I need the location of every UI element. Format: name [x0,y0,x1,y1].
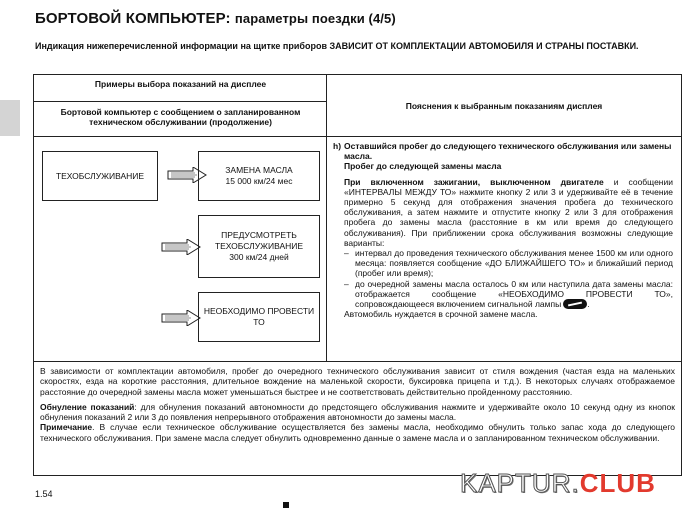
arrow-icon [161,310,201,326]
title-sub: параметры поездки (4/5) [234,11,396,26]
bullet-item: – интервал до проведения технического обслуживания менее 1500 км или одного месяца: появляется сообщение «ДО БЛИЖАЙШЕГО ТО» и ближайший период (пробег или время); [344,248,673,279]
explanation-closing: Автомобиль нуждается в срочной замене масла. [344,309,538,320]
reset-label: Обнуление показаний [40,401,135,412]
display-need-service [198,292,320,342]
explanation-subheading: Пробег до следующей замены масла [344,161,502,172]
left-header-subtitle: Бортовой компьютер с сообщением о запланированном техническом обслуживании (продолжение) [60,107,301,127]
main-table [33,74,682,476]
item-letter: h) [333,141,342,151]
wrench-warning-lamp-icon [563,299,587,309]
explanation-panel [327,137,681,362]
side-tab-marker [0,100,20,136]
explanation-para [333,177,673,248]
para-rest: и сообщении «ИНТЕРВАЛЫ МЕЖДУ ТО» нажмите кнопку 2 или 3 и удерживайте её в течение примерно 5 секунд для отображения значения пробега до технического обслуживания, а затем нажмите и отпустите кнопку 2 или 3 для отображения пробега до замены масла (расстояние в км или время до следующего обслуживания). При приближении срока обслуживания возможны следующие варианты: [344,176,673,248]
display-oil-change [198,151,320,201]
watermark-part-2: CLUB [579,468,656,498]
explanation-heading [333,141,673,161]
display-warn-value: 300 км/24 дней [229,252,289,262]
display-service [42,151,158,201]
title-main: БОРТОВОЙ КОМПЬЮТЕР: [35,10,231,27]
display-examples [34,137,327,362]
note-label: Примечание [40,422,93,433]
watermark [460,468,656,499]
bullet-item: – до очередной замены масла осталось 0 км или наступила дата замены масла: отображается сообщение «НЕОБХОДИМО ПРОВЕСТИ ТО», сопровождающееся включением сигнальной лампы . [344,278,673,310]
bullet-2-text: до очередной замены масла осталось 0 км или наступила дата замены масла: отображается сообщение «НЕОБХОДИМО ПРОВЕСТИ ТО», сопровождающееся включением сигнальной лампы [355,278,673,310]
reset-para [40,402,675,423]
display-warn-service [198,215,320,278]
notes-section [34,362,681,475]
note-para [40,422,675,443]
page-number: 1.54 [35,489,53,499]
watermark-part-1: KAPTUR. [460,468,580,498]
arrow-icon [161,239,201,255]
reset-text: : для обнуления показаний автономности до предстоящего обслуживания нажмите и удерживайте около 10 секунд одну из кнопок обнуления показаний 2 или 3 до появления непрерывного отображения автономности до замены масла. [40,401,675,423]
para-bold: При включенном зажигании, выключенном двигателе [344,176,604,187]
display-need-text: НЕОБХОДИМО ПРОВЕСТИ ТО [203,306,315,327]
display-oil-title: ЗАМЕНА МАСЛА [225,165,293,175]
page-title [35,10,396,27]
left-column-header [34,75,327,137]
page-marker [283,502,289,508]
left-header-title: Примеры выбора показаний на дисплее [34,75,327,102]
bullet-1-text: интервал до проведения технического обслуживания менее 1500 км или одного месяца: появляется сообщение «ДО БЛИЖАЙШЕГО ТО» и ближайший период (пробег или время); [355,248,673,279]
display-oil-value: 15 000 км/24 мес [225,176,293,186]
display-warn-title: ПРЕДУСМОТРЕТЬ ТЕХОБСЛУЖИВАНИЕ [214,230,304,251]
right-column-header: Пояснения к выбранным показаниям дисплея [327,75,681,137]
note-text: . В случае если техническое обслуживание осуществляется без замены масла, необходимо обнулить только запас хода до следующего технического обслуживания. При замене масла следует обнулить одновременно данные о замене масла и о запланированном техническом обслуживании. [40,422,675,443]
note-style-para: В зависимости от комплектации автомобиля, пробег до очередного технического обслуживания зависит от стиля вождения (частая езда на маленьких скоростях, езда на короткие расстояния, длительное вождение на маленькой скорости, буксировка прицепа и т.д.). В некоторых случаях отображаемое расстояние до очередной замены масла может уменьшаться быстрее и не соответствовать действительно пройденному расстоянию. [40,366,675,397]
display-service-text: ТЕХОБСЛУЖИВАНИЕ [55,170,145,181]
intro-text: Индикация нижеперечисленной информации на щитке приборов ЗАВИСИТ ОТ КОМПЛЕКТАЦИИ АВТОМОБИЛЯ И СТРАНЫ ПОСТАВКИ. [35,41,639,51]
heading-text: Оставшийся пробег до следующего технического обслуживания или замены масла. [344,141,672,162]
